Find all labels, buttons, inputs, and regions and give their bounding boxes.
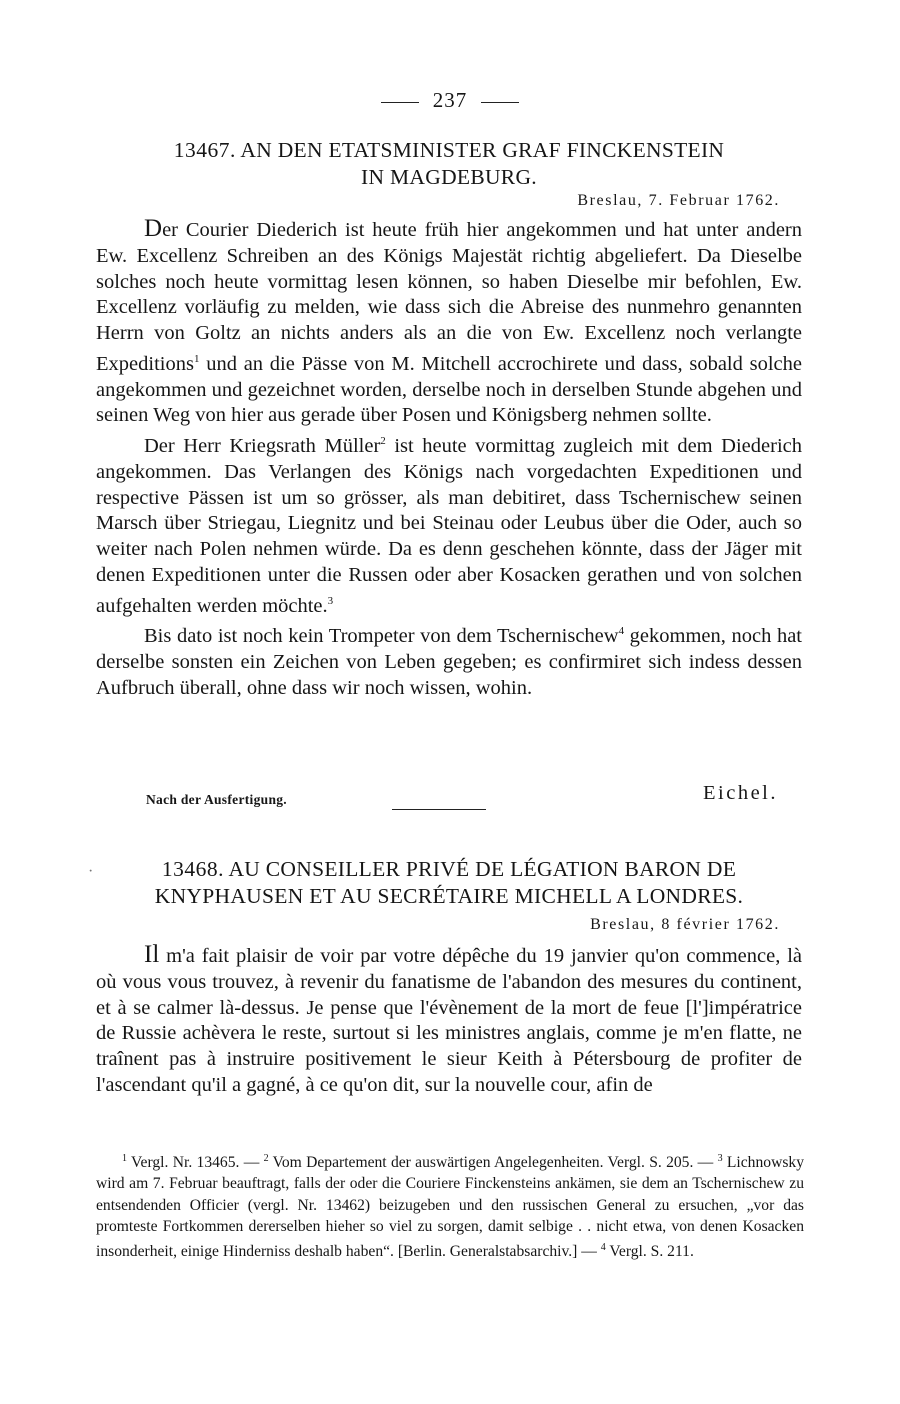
letter-recipient-line2: KNYPHAUSEN ET AU SECRÉTAIRE MICHELL A LONDRES.: [154, 884, 744, 908]
letter-dateline: Breslau, 7. Februar 1762.: [577, 192, 780, 209]
letter-paragraph: [96, 429, 802, 619]
letter-body-13468: [96, 942, 802, 1099]
drop-capital: D: [144, 215, 163, 242]
paragraph-text-cont: ist heute vormittag zugleich mit dem Diederich angekommen. Das Verlangen des Königs nach vorgedachten Expeditionen und respective Pässen ist um so grösser, als man debitiret, dass Tschernischew seinen Marsch über Striegau, Liegnitz und bei Steinau oder Leubus über die Oder, auch so weiter nach Polen nehmen würde. Da es denn geschehen könnte, dass der Jäger mit denen Expeditionen unter die Russen oder aber Kosacken gerathen und von solchen aufgehalten werden möchte.: [96, 435, 802, 617]
footnote-text: Vom Departement der auswärtigen Angelegenheiten. Vergl. S. 205. —: [268, 1154, 718, 1172]
section-divider: [392, 809, 486, 810]
footnote-marker: 3: [717, 1153, 723, 1164]
paragraph-text: Bis dato ist noch kein Trompeter von dem Tschernischew: [144, 625, 619, 648]
source-note: Nach der Ausfertigung.: [146, 792, 287, 807]
footnote-ref: 1: [193, 352, 200, 365]
footnote-ref: 4: [618, 625, 625, 638]
page-number: [0, 88, 900, 113]
footnote-marker: 4: [600, 1242, 606, 1254]
footnote-ref: 2: [380, 435, 386, 448]
footnote-text: Lichnowsky wird am 7. Februar beauftragt, falls der oder die Couriere Finckensteins ankämen, sie dem an Tschernischew zu entsendenden Officier (vergl. Nr. 13462) beizugeben und den russischen General zu ersuchen, „vor das promteste Fortkommen dererselben hieher so viel zu sorgen, damit selbige . . nicht etwa, von denen Kosacken insonderheit, einige Hinderniss deshalb haben“. [Berlin. Generalstabsarchiv.] —: [96, 1154, 804, 1261]
footnote-marker: 2: [263, 1153, 269, 1164]
letter-number: 13468.: [161, 857, 224, 881]
letter-heading-13467: [96, 137, 802, 191]
footnote-block: [96, 1148, 804, 1263]
paragraph-text: Der Herr Kriegsrath Müller: [144, 435, 381, 458]
paragraph-text-cont: und an die Pässe von M. Mitchell accrochirete und dass, sobald solche angekommen und gezeichnet worden, derselbe noch in derselben Stunde abgehen und seinen Weg von hier aus gerade über Posen und Königsberg nehmen sollte.: [96, 352, 802, 427]
letter-paragraph: [96, 942, 802, 1099]
letter-heading-13468: [96, 856, 802, 910]
paragraph-text: m'a fait plaisir de voir par votre dépêche du 19 janvier qu'on commence, là où vous vous trouvez, à revenir du fanatisme de l'abandon des mesures du continent, et à se calmer là-dessus. Je pense que l'évènement de la mort de feue [l']impératrice de Russie achèvera le reste, surtout si les ministres anglais, comme je m'en flatte, ne traînent pas à instruire positivement le sieur Keith à Pétersbourg de profiter de l'ascendant qu'il a gagné, à ce qu'on dit, sur la nouvelle cour, afin de: [96, 945, 802, 1096]
footnotes: [96, 1148, 804, 1263]
letter-body-13467: [96, 216, 802, 702]
footnote-text: Vergl. Nr. 13465. —: [127, 1154, 264, 1172]
signature: Eichel.: [703, 782, 778, 804]
footnote-marker: 1: [122, 1153, 127, 1164]
paragraph-text: er Courier Diederich ist heute früh hier angekommen und hat unter andern Ew. Excellenz Schreiben an des Königs Majestät richtig abgeliefert. Da Dieselbe solches noch heute vormittag lesen können, so haben Dieselbe mir befohlen, Ew. Excellenz vorläufig zu melden, wie dass sich die Abreise des nunmehro genannten Herrn von Goltz an nichts anders als an die von Ew. Excellenz noch verlangte Expeditions: [96, 219, 802, 375]
page-number-dash-left: [381, 102, 419, 103]
letter-paragraph: [96, 619, 802, 701]
margin-dot: ·: [88, 863, 94, 880]
footnote-ref: 3: [327, 594, 334, 607]
footnote-text: Vergl. S. 211.: [605, 1243, 694, 1261]
letter-recipient-place: IN MAGDEBURG.: [361, 165, 537, 189]
page-number-dash-right: [481, 102, 519, 103]
paragraph-text-cont: gekommen, noch hat derselbe sonsten ein Zeichen von Leben gegeben; es confirmiret sich indess dessen Aufbruch überall, ohne dass wir noch wissen, wohin.: [96, 625, 802, 699]
letter-dateline: Breslau, 8 février 1762.: [590, 916, 780, 933]
drop-capital: Il: [144, 941, 160, 968]
page-number-text: 237: [432, 88, 468, 112]
letter-recipient: AN DEN ETATSMINISTER GRAF FINCKENSTEIN: [240, 138, 725, 162]
letter-recipient: AU CONSEILLER PRIVÉ DE LÉGATION BARON DE: [228, 857, 737, 881]
letter-number: 13467.: [173, 138, 236, 162]
letter-heading-line1: [96, 137, 802, 164]
letter-heading-line1: [96, 856, 802, 883]
letter-paragraph: [96, 216, 802, 429]
